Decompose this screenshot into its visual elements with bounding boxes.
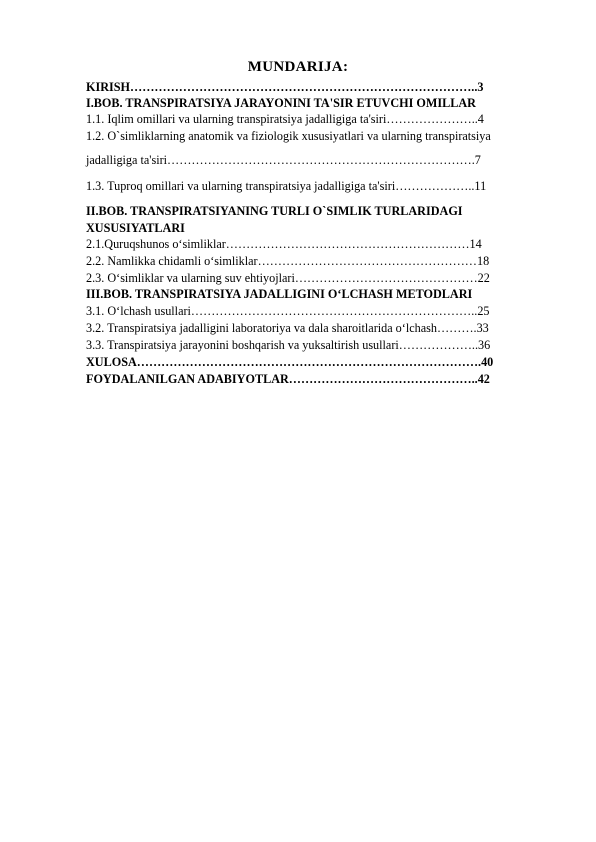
toc-entry-2-3: 2.3. O‘simliklar va ularning suv ehtiyojlari………………………………………22: [86, 271, 490, 285]
toc-chapter-1: I.BOB. TRANSPIRATSIYA JARAYONINI TA'SIR ETUVCHI OMILLAR: [86, 96, 476, 110]
toc-entry-3-2: 3.2. Transpiratsiya jadalligini laboratoriya va dala sharoitlarida o‘lchash……….33: [86, 321, 489, 335]
toc-chapter-2: II.BOB. TRANSPIRATSIYANING TURLI O`SIMLIK TURLARIDAGI: [86, 204, 463, 218]
toc-chapter-2-cont: XUSUSIYATLARI: [86, 221, 185, 235]
toc-entry-3-3: 3.3. Transpiratsiya jarayonini boshqarish va yuksaltirish usullari………………..36: [86, 338, 491, 352]
toc-entry-1-1: 1.1. Iqlim omillari va ularning transpiratsiya jadalligiga ta'siri…………………..4: [86, 112, 484, 126]
toc-entry-2-2: 2.2. Namlikka chidamli o‘simliklar………………………………………………18: [86, 254, 490, 268]
toc-entry-3-1: 3.1. O‘lchash usullari……………………………………………………………..25: [86, 304, 490, 318]
toc-entry-1-3: 1.3. Tuproq omillari va ularning transpiratsiya jadalligiga ta'siri………………..11: [86, 179, 487, 193]
toc-chapter-3: III.BOB. TRANSPIRATSIYA JADALLIGINI O‘LCHASH METODLARI: [86, 287, 473, 301]
toc-entry-adabiyotlar: FOYDALANILGAN ADABIYOTLAR………………………………………..42: [86, 372, 490, 386]
page-title: MUNDARIJA:: [247, 59, 349, 75]
toc-entry-kirish: KIRISH…………………………………………………………………………..3: [86, 80, 484, 94]
toc-entry-2-1: 2.1.Quruqshunos o‘simliklar……………………………………………………14: [86, 237, 482, 251]
toc-entry-1-2-cont: jadalligiga ta'siri………………………………………………………………….7: [86, 153, 481, 167]
toc-entry-1-2: 1.2. O`simliklarning anatomik va fiziologik xususiyatlari va ularning transpiratsiya: [86, 129, 491, 143]
toc-entry-xulosa: XULOSA………………………………………………………………………….40: [86, 355, 494, 369]
